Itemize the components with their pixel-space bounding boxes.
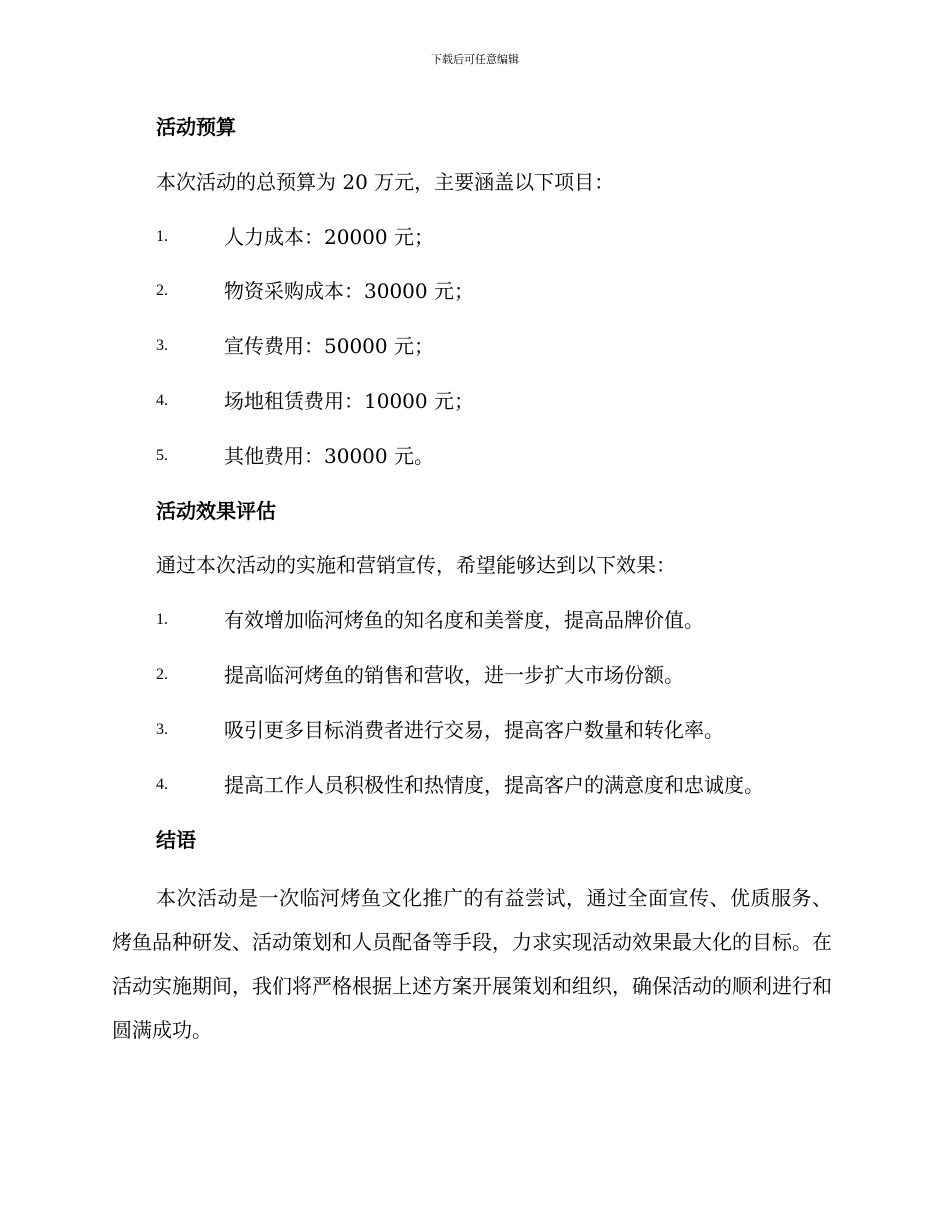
list-item <box>156 331 856 361</box>
list-item <box>156 605 856 635</box>
evaluation-heading: 活动效果评估 <box>156 499 276 523</box>
list-number: 4. <box>156 392 168 409</box>
list-item <box>156 770 856 800</box>
list-text: 物资采购成本：30000 元； <box>224 279 474 303</box>
evaluation-intro: 通过本次活动的实施和营销宣传，希望能够达到以下效果： <box>156 553 676 577</box>
conclusion-heading: 结语 <box>156 828 196 852</box>
list-item <box>156 276 856 306</box>
list-text: 有效增加临河烤鱼的知名度和美誉度，提高品牌价值。 <box>224 608 704 632</box>
list-number: 4. <box>156 776 168 793</box>
list-item <box>156 386 856 416</box>
list-item <box>156 660 856 690</box>
list-number: 3. <box>156 337 168 354</box>
list-number: 5. <box>156 447 168 464</box>
list-number: 1. <box>156 611 168 628</box>
list-item <box>156 222 856 252</box>
list-text: 提高临河烤鱼的销售和营收，进一步扩大市场份额。 <box>224 663 684 687</box>
budget-intro: 本次活动的总预算为 20 万元，主要涵盖以下项目： <box>156 170 615 194</box>
list-number: 2. <box>156 666 168 683</box>
list-number: 2. <box>156 282 168 299</box>
list-item <box>156 715 856 745</box>
list-text: 人力成本：20000 元； <box>224 225 434 249</box>
list-text: 提高工作人员积极性和热情度，提高客户的满意度和忠诚度。 <box>224 773 764 797</box>
budget-heading: 活动预算 <box>156 115 236 139</box>
conclusion-paragraph: 本次活动是一次临河烤鱼文化推广的有益尝试，通过全面宣传、优质服务、烤鱼品种研发、活动策划和人员配备等手段，力求实现活动效果最大化的目标。在活动实施期间，我们将严格根据上述方案开展策划和组织，确保活动的顺利进行和圆满成功。 <box>112 886 832 1042</box>
list-text: 其他费用：30000 元。 <box>224 444 434 468</box>
list-item <box>156 441 856 471</box>
list-text: 宣传费用：50000 元； <box>224 334 434 358</box>
list-number: 1. <box>156 228 168 245</box>
list-number: 3. <box>156 721 168 738</box>
page-header: 下载后可任意编辑 <box>431 53 519 66</box>
list-text: 吸引更多目标消费者进行交易，提高客户数量和转化率。 <box>224 718 724 742</box>
list-text: 场地租赁费用：10000 元； <box>224 389 474 413</box>
